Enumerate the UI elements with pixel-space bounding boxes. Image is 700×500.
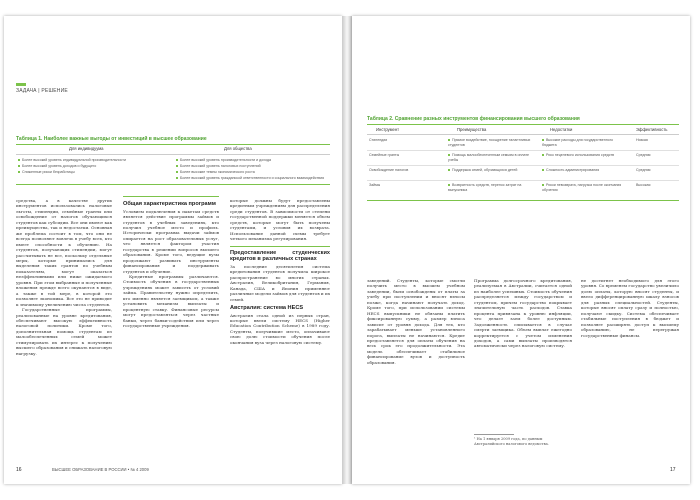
table-cell: Прямое воздействие, поощрение талантливых студентов — [448, 138, 531, 147]
section-accent-bar — [16, 83, 26, 86]
text-column-3 — [230, 198, 330, 460]
table-cell: Средняя — [636, 168, 651, 172]
table-row: Сниженные риски безработицы — [18, 170, 168, 175]
table-cell: Высокие расходы для государственного бюджета — [542, 138, 613, 147]
table-cell: Стипендии — [369, 138, 388, 142]
paragraph: Условием подключения к пакетам средств является действие программы займов и студентов в учебных заведениях, кто получил учебное место и профиль. Исторически программа выдачи займов опирается на рост образовательных услуг, что является фактором участия государства в решении вопросов высшего образования. Кроме того, ведущие вузы продолжают развивать инструменты финансирования и поддерживать студентов и обучение. — [123, 208, 219, 274]
table-cell: Поддержка семей, обучающихся детей — [448, 168, 534, 173]
text-column-2 — [474, 278, 572, 428]
page-number: 16 — [16, 467, 22, 473]
subheading: Общая характеристика программ — [123, 201, 216, 207]
table-cell: Помощь малообеспеченным семьям в оплате учебы — [448, 153, 530, 162]
text-column-1 — [16, 198, 112, 460]
paragraph: не достигнет необходимого для этого уровня. Со временем государство увеличило долю оплаты, которую вносят студенты, и ввело дифференцированную шкалу взносов для разных специальностей. Студенты, которые вносят оплату сразу и полностью, получают скидку. Система обеспечивает стабильные поступления в бюджет и позволяет расширять доступ к высшему образованию, не перегружая государственные финансы. — [581, 278, 679, 338]
paragraph: Программа долгосрочного кредитования, реализуемая в Австралии, считается одной из наиболее успешных. Стоимость обучения распределяется между государством и студентом, причем государство покрывает значительную часть расходов. Ставка процента привязана к уровню инфляции, что делает заем более доступным. Задолженность списывается в случае смерти заемщика. Объем выплат ежегодно корректируется с учетом изменения доходов, а сами выплаты производятся автоматически через налоговую систему. — [474, 278, 572, 349]
left-page — [4, 16, 342, 484]
paragraph: Кредитные программы различаются. Стоимость обучения в государственных учреждениях может зависеть от условий займа. Правительству нужно определить, кто именно является заемщиком, а также установить механизм выплаты и процентную ставку. Финансовые ресурсы могут предоставляться через частные банки, через банки-содействия или через государственные учреждения. — [123, 274, 219, 329]
paragraph: средства, а в качестве других инструментов использовались налоговые льготы, стипендии, семейные гранты или освобождение от налогов обучающихся студентов как субсидии. Все они имеют как преимущества, так и недостатки. Основная же проблема состоит в том, что они не всегда позволяют вовлечь в учебу всех, кто имеет способности к обучению. На студентов, получающих стипендии, могут рассчитывать не все, поскольку отдельные меры, которые принимались для выделения таких грантов по учебным показателям, могут оказаться неэффективными или ниже ожидаемого уровня. При этом выбранные и полученные вложения прежде всего окупаются в виде, а также в той мере, в которой это позволяет экономика. Все это не приводит к значимому увеличению числа студентов. — [16, 198, 112, 307]
page-number: 17 — [670, 467, 676, 473]
subhead-rule — [230, 246, 330, 247]
table-head-advantages: Преимущества — [457, 127, 487, 132]
table-row: Более высокий уровень производительности и дохода — [176, 158, 326, 163]
table-cell: Возвратность средств, перенос затрат на выпускника — [448, 183, 522, 192]
row-divider — [367, 180, 679, 181]
table-cell: Низкая — [636, 138, 648, 142]
spine-gutter — [342, 16, 352, 484]
journal-footer: ВЫСШЕЕ ОБРАЗОВАНИЕ В РОССИИ • № 4 2009 — [52, 467, 149, 472]
table-top-rule — [367, 124, 679, 125]
table-cell: Сложность администрирования — [542, 168, 628, 173]
table-cell: Риск нецелевого использования средств — [542, 153, 628, 158]
table-top-rule — [16, 144, 330, 145]
subheading: Предоставление студенческих кредитов в различных странах — [230, 249, 330, 263]
table-cell: Займы — [369, 183, 381, 187]
section-label: ЗАДАЧА | РЕШЕНИЕ — [16, 88, 68, 94]
table-row: Более высокий уровень гражданской ответственности и социального взаимодействия — [176, 176, 326, 181]
text-column-1 — [367, 278, 465, 460]
table-cell: Высокая — [636, 183, 651, 187]
paragraph: заведений. Студенты, которые смогли получить место в высшем учебном заведении, были освобождены от платы за учебу при поступлении и вносят взносы позже, когда начинают получать доход. Кроме того, при использовании системы HECS выпускники не обязаны платить фиксированную сумму, а размер взноса зависит от уровня дохода. Для тех, кто зарабатывает меньше установленного порога, выплаты не начинаются. Кредит предоставляется для оплаты обучения на весь срок его продолжительности. Эта модель обеспечивает стабильное финансирование вузов и доступность образования. — [367, 278, 465, 365]
table-head-society: Для общества — [224, 146, 252, 151]
footnote-rule — [474, 434, 514, 435]
row-divider — [367, 165, 679, 166]
table-row: Более высокий уровень налоговых поступлений — [176, 164, 326, 169]
table-row: Более высокий уровень индивидуальной производительности — [18, 158, 168, 163]
paragraph: Австралия стала одной из первых стран, которые ввели систему HECS (Higher Education Contribution Scheme) в 1989 году. Студенты, получившие место, оплачивают свою долю стоимости обучения после окончания вуза через налоговую систему. — [230, 312, 330, 345]
table-head-individual: Для индивидуума — [69, 146, 104, 151]
table-cell: Средняя — [636, 153, 651, 157]
table-cell: Риски невозврата, нагрузка после окончания обучения — [542, 183, 622, 192]
subhead-rule — [123, 196, 219, 197]
text-column-3 — [581, 278, 679, 460]
right-page — [352, 16, 690, 484]
table-head-disadvantages: Недостатки — [550, 127, 573, 132]
table-head-rule — [367, 134, 679, 135]
paragraph: Государственные программы, реализованные на уровне кредитования, обеспечивают высокую эффективность налоговой политики. Кроме того, дополнительная помощь студентам из малообеспеченных семей может стимулировать их интерес к получению высшего образования и снижать налоговую нагрузку. — [16, 307, 112, 356]
table-head-instrument: Инструмент — [376, 127, 400, 132]
row-divider — [367, 150, 679, 151]
footnote: ¹ На 1 января 2009 года, по данным Австралийского налогового ведомства. — [474, 437, 549, 446]
subheading: Австралия: система HECS — [230, 304, 304, 311]
paragraph: которые должны будут предоставлены кредитным учреждениям для распределения среди студентов. В зависимости от степени государственной поддержки меняется объем средств, которые могут быть получены студентами, и условия их возврата. Использование данной схемы требует четкого механизма регулирования. — [230, 198, 330, 242]
table-title: Таблица 1. Наиболее важные выгоды от инвестиций в высшее образование — [16, 136, 207, 142]
table-title: Таблица 2. Сравнение разных инструментов финансирования высшего образования — [367, 116, 580, 122]
table-cell: Семейные гранты — [369, 153, 400, 157]
paragraph: За последние десятилетия система кредитования студентов получила широкое распространение во многих странах. Австралия, Великобритания, Германия, Канада, США и Япония применяют различные модели займов для студентов и их семей. — [230, 263, 330, 302]
table-head-rule — [16, 154, 330, 155]
table-bottom-rule — [367, 200, 679, 201]
table-cell: Освобождение налогов — [369, 168, 409, 172]
table-row: Более высокий уровень доходов и будущего — [18, 164, 168, 169]
table-bottom-rule — [16, 184, 330, 185]
text-column-2 — [123, 198, 219, 460]
table-row: Более высокие темпы экономического роста — [176, 170, 326, 175]
table-head-efficiency: Эффективность — [636, 127, 668, 132]
